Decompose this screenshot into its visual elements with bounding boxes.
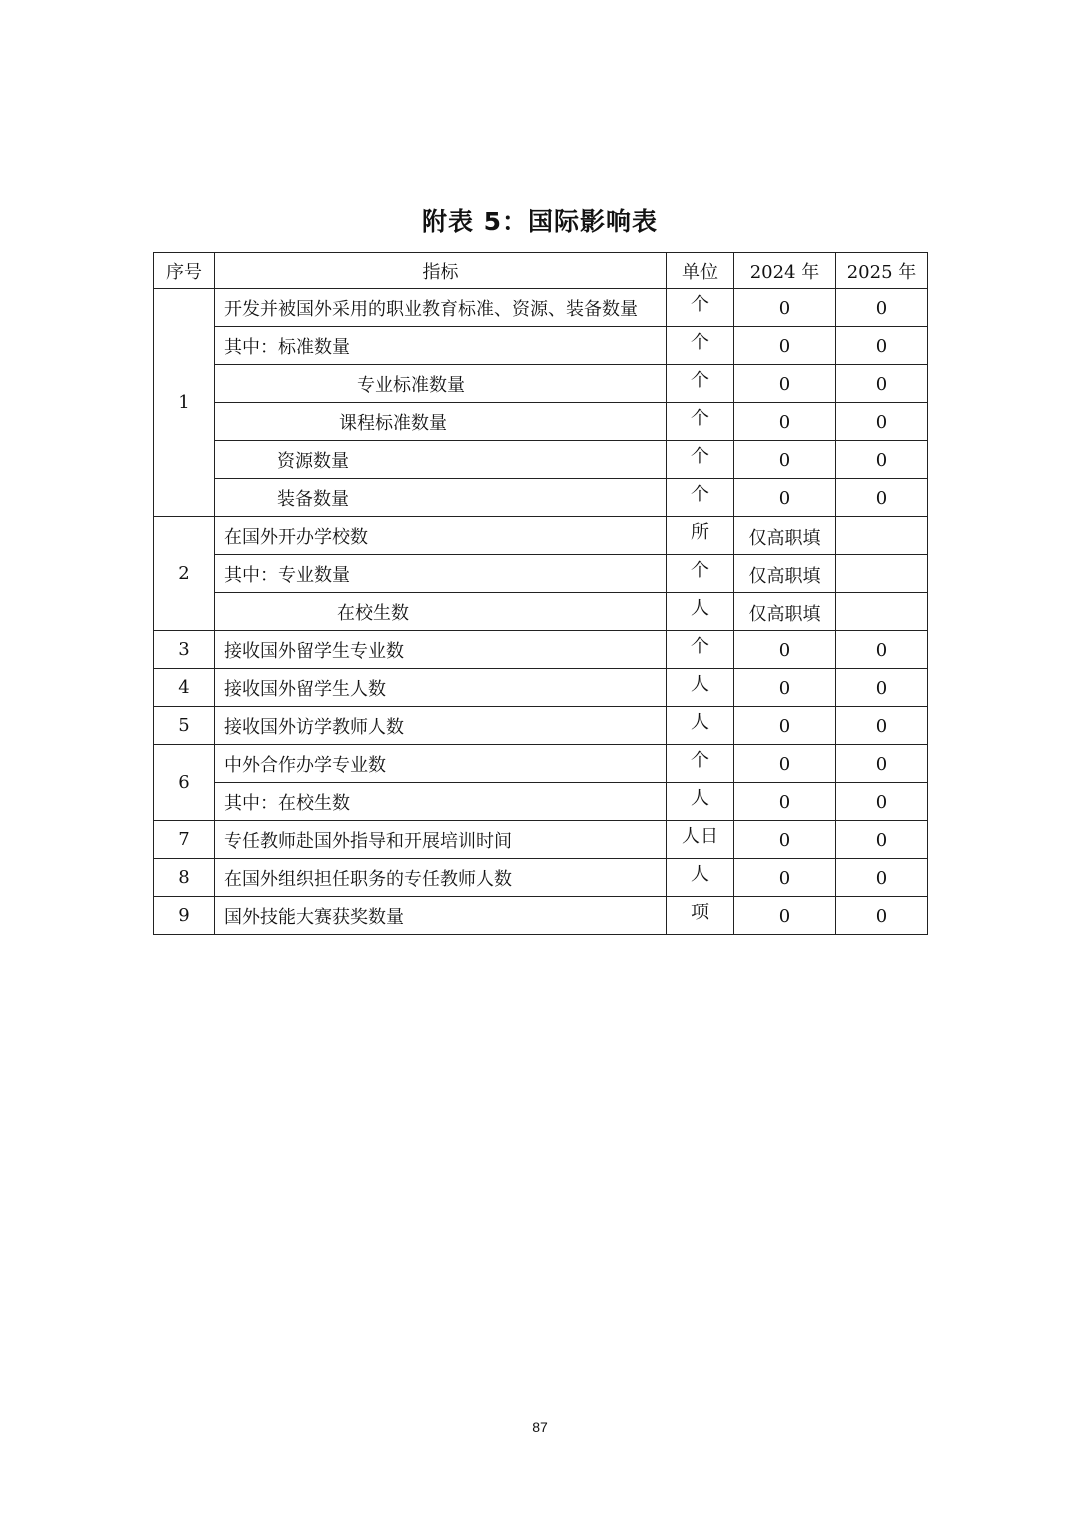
indicator-cell: 中外合作办学专业数 [215,745,667,783]
table-row [154,517,928,555]
value-2025-cell: 0 [836,365,928,403]
seq-cell: 3 [154,631,215,669]
indicator-cell: 资源数量 [215,441,667,479]
indicator-cell: 专业标准数量 [215,365,667,403]
header-unit: 单位 [667,253,734,289]
value-2024-cell: 0 [734,897,836,935]
indicator-cell: 装备数量 [215,479,667,517]
indicator-cell: 其中：标准数量 [215,327,667,365]
value-2024-cell: 0 [734,669,836,707]
value-2024-cell: 仅高职填 [734,555,836,593]
value-2024-cell: 0 [734,327,836,365]
seq-cell: 9 [154,897,215,935]
indicator-cell: 在国外组织担任职务的专任教师人数 [215,859,667,897]
unit-cell: 个 [667,631,734,669]
table-title: 附表 5：国际影响表 [421,207,659,236]
header-2024: 2024 年 [734,253,836,289]
indicator-cell: 接收国外访学教师人数 [215,707,667,745]
value-2025-cell: 0 [836,479,928,517]
indicator-cell: 专任教师赴国外指导和开展培训时间 [215,821,667,859]
unit-cell: 个 [667,555,734,593]
value-2024-cell: 0 [734,365,836,403]
table-row [154,859,928,897]
unit-cell: 个 [667,327,734,365]
unit-cell: 个 [667,403,734,441]
value-2025-cell: 0 [836,897,928,935]
value-2024-cell: 仅高职填 [734,517,836,555]
unit-cell: 人 [667,707,734,745]
value-2024-cell: 0 [734,707,836,745]
table-body [154,289,928,935]
seq-cell: 5 [154,707,215,745]
value-2024-cell: 0 [734,745,836,783]
seq-cell: 7 [154,821,215,859]
value-2025-cell: 0 [836,707,928,745]
value-2025-cell: 0 [836,745,928,783]
indicator-cell: 在校生数 [215,593,667,631]
unit-cell: 所 [667,517,734,555]
unit-cell: 个 [667,365,734,403]
unit-cell: 个 [667,441,734,479]
table-row [154,403,928,441]
value-2025-cell: 0 [836,327,928,365]
table-row [154,593,928,631]
value-2025-cell: 0 [836,289,928,327]
indicator-cell: 接收国外留学生专业数 [215,631,667,669]
unit-cell: 人 [667,783,734,821]
value-2024-cell: 0 [734,631,836,669]
indicator-cell: 国外技能大赛获奖数量 [215,897,667,935]
unit-cell: 个 [667,289,734,327]
table-row [154,441,928,479]
indicator-cell: 在国外开办学校数 [215,517,667,555]
international-influence-table [153,252,928,935]
unit-cell: 人 [667,669,734,707]
value-2025-cell [836,593,928,631]
value-2024-cell: 仅高职填 [734,593,836,631]
seq-cell: 1 [154,289,215,517]
seq-cell: 2 [154,517,215,631]
table-row [154,897,928,935]
unit-cell: 个 [667,745,734,783]
value-2024-cell: 0 [734,821,836,859]
table-row [154,289,928,327]
indicator-cell: 其中：在校生数 [215,783,667,821]
value-2025-cell: 0 [836,783,928,821]
unit-cell: 项 [667,897,734,935]
table-row [154,365,928,403]
value-2025-cell: 0 [836,441,928,479]
value-2025-cell: 0 [836,821,928,859]
value-2024-cell: 0 [734,289,836,327]
value-2024-cell: 0 [734,479,836,517]
seq-cell: 6 [154,745,215,821]
value-2024-cell: 0 [734,783,836,821]
seq-cell: 4 [154,669,215,707]
unit-cell: 人日 [667,821,734,859]
indicator-cell: 其中：专业数量 [215,555,667,593]
header-indicator: 指标 [215,253,667,289]
value-2025-cell: 0 [836,859,928,897]
header-2025: 2025 年 [836,253,928,289]
indicator-cell: 开发并被国外采用的职业教育标准、资源、装备数量 [215,289,667,327]
value-2025-cell: 0 [836,403,928,441]
table-row [154,555,928,593]
table-row [154,745,928,783]
page-number: 87 [532,1419,548,1435]
indicator-cell: 课程标准数量 [215,403,667,441]
seq-cell: 8 [154,859,215,897]
value-2025-cell [836,555,928,593]
table-row [154,669,928,707]
header-row [154,253,928,289]
value-2024-cell: 0 [734,859,836,897]
value-2025-cell: 0 [836,631,928,669]
table-row [154,631,928,669]
table-row [154,327,928,365]
unit-cell: 个 [667,479,734,517]
table-row [154,707,928,745]
value-2025-cell: 0 [836,669,928,707]
unit-cell: 人 [667,859,734,897]
header-seq: 序号 [154,253,215,289]
table-row [154,783,928,821]
unit-cell: 人 [667,593,734,631]
value-2024-cell: 0 [734,441,836,479]
indicator-cell: 接收国外留学生人数 [215,669,667,707]
table-row [154,821,928,859]
value-2024-cell: 0 [734,403,836,441]
value-2025-cell [836,517,928,555]
table-row [154,479,928,517]
